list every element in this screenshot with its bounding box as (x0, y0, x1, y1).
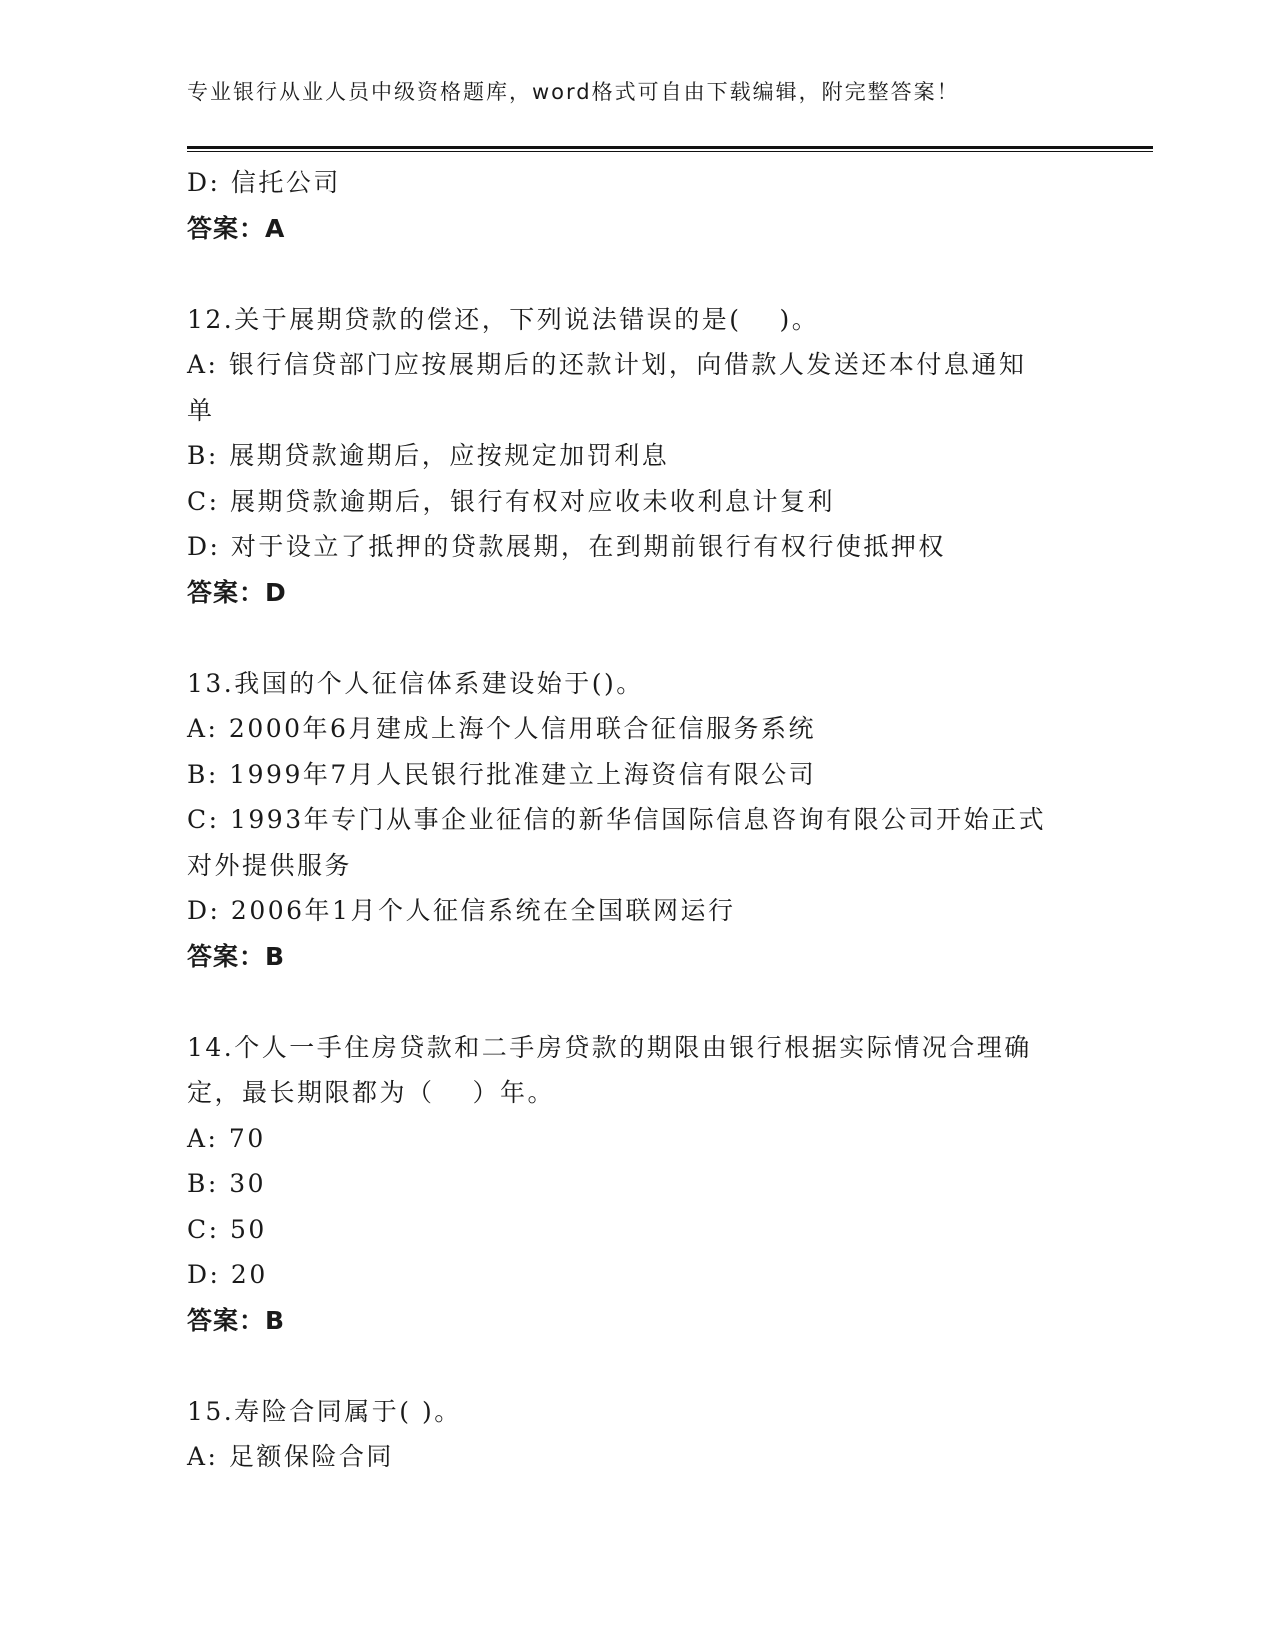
page-header: 专业银行从业人员中级资格题库，word格式可自由下载编辑，附完整答案！ (187, 80, 960, 104)
option-line: C: 展期贷款逾期后，银行有权对应收未收利息计复利 (187, 486, 836, 516)
option-line: B: 展期贷款逾期后，应按规定加罚利息 (187, 441, 670, 470)
option-line: A: 2000年6月建成上海个人信用联合征信服务系统 (187, 714, 816, 743)
option-line: D: 对于设立了抵押的贷款展期，在到期前银行有权行使抵押权 (187, 532, 946, 561)
option-line: A: 银行信贷部门应按展期后的还款计划，向借款人发送还本付息通知 (187, 350, 1027, 379)
question-stem: 13.我国的个人征信体系建设始于()。 (187, 668, 644, 698)
answer: 答案：B (187, 1305, 286, 1335)
question-stem: 定，最长期限都为（ ）年。 (187, 1078, 555, 1107)
option-d: D: 信托公司 (187, 168, 341, 197)
option-line: B: 30 (187, 1169, 267, 1198)
option-line: D: 2006年1月个人征信系统在全国联网运行 (187, 896, 736, 925)
option-line: D: 20 (187, 1260, 268, 1289)
option-line: C: 50 (187, 1214, 267, 1244)
question-spacer (187, 979, 1087, 1025)
answer: 答案：B (187, 941, 286, 971)
option-line: B: 1999年7月人民银行批准建立上海资信有限公司 (187, 759, 817, 789)
question-spacer (187, 1343, 1087, 1389)
question-spacer (187, 251, 1087, 297)
question-block (187, 1389, 1087, 1480)
option-line: 对外提供服务 (187, 850, 353, 880)
question-block (187, 297, 1087, 616)
question-stem: 12.关于展期贷款的偿还，下列说法错误的是( )。 (187, 304, 820, 334)
question-stem: 15.寿险合同属于( )。 (187, 1396, 462, 1426)
answer: 答案：A (187, 213, 286, 243)
question-block (187, 1025, 1087, 1344)
page-content (187, 160, 1087, 1480)
header-rule-thin (187, 151, 1153, 152)
option-line: A: 足额保险合同 (187, 1442, 394, 1471)
question-block (187, 661, 1087, 980)
question-list (187, 251, 1087, 1480)
answer: 答案：D (187, 577, 287, 607)
option-line: 单 (187, 395, 215, 425)
question-spacer (187, 615, 1087, 661)
header-rule-thick (187, 146, 1153, 149)
option-line: C: 1993年专门从事企业征信的新华信国际信息咨询有限公司开始正式 (187, 805, 1047, 834)
option-line: A: 70 (187, 1123, 266, 1153)
question-stem: 14.个人一手住房贷款和二手房贷款的期限由银行根据实际情况合理确 (187, 1032, 1032, 1062)
